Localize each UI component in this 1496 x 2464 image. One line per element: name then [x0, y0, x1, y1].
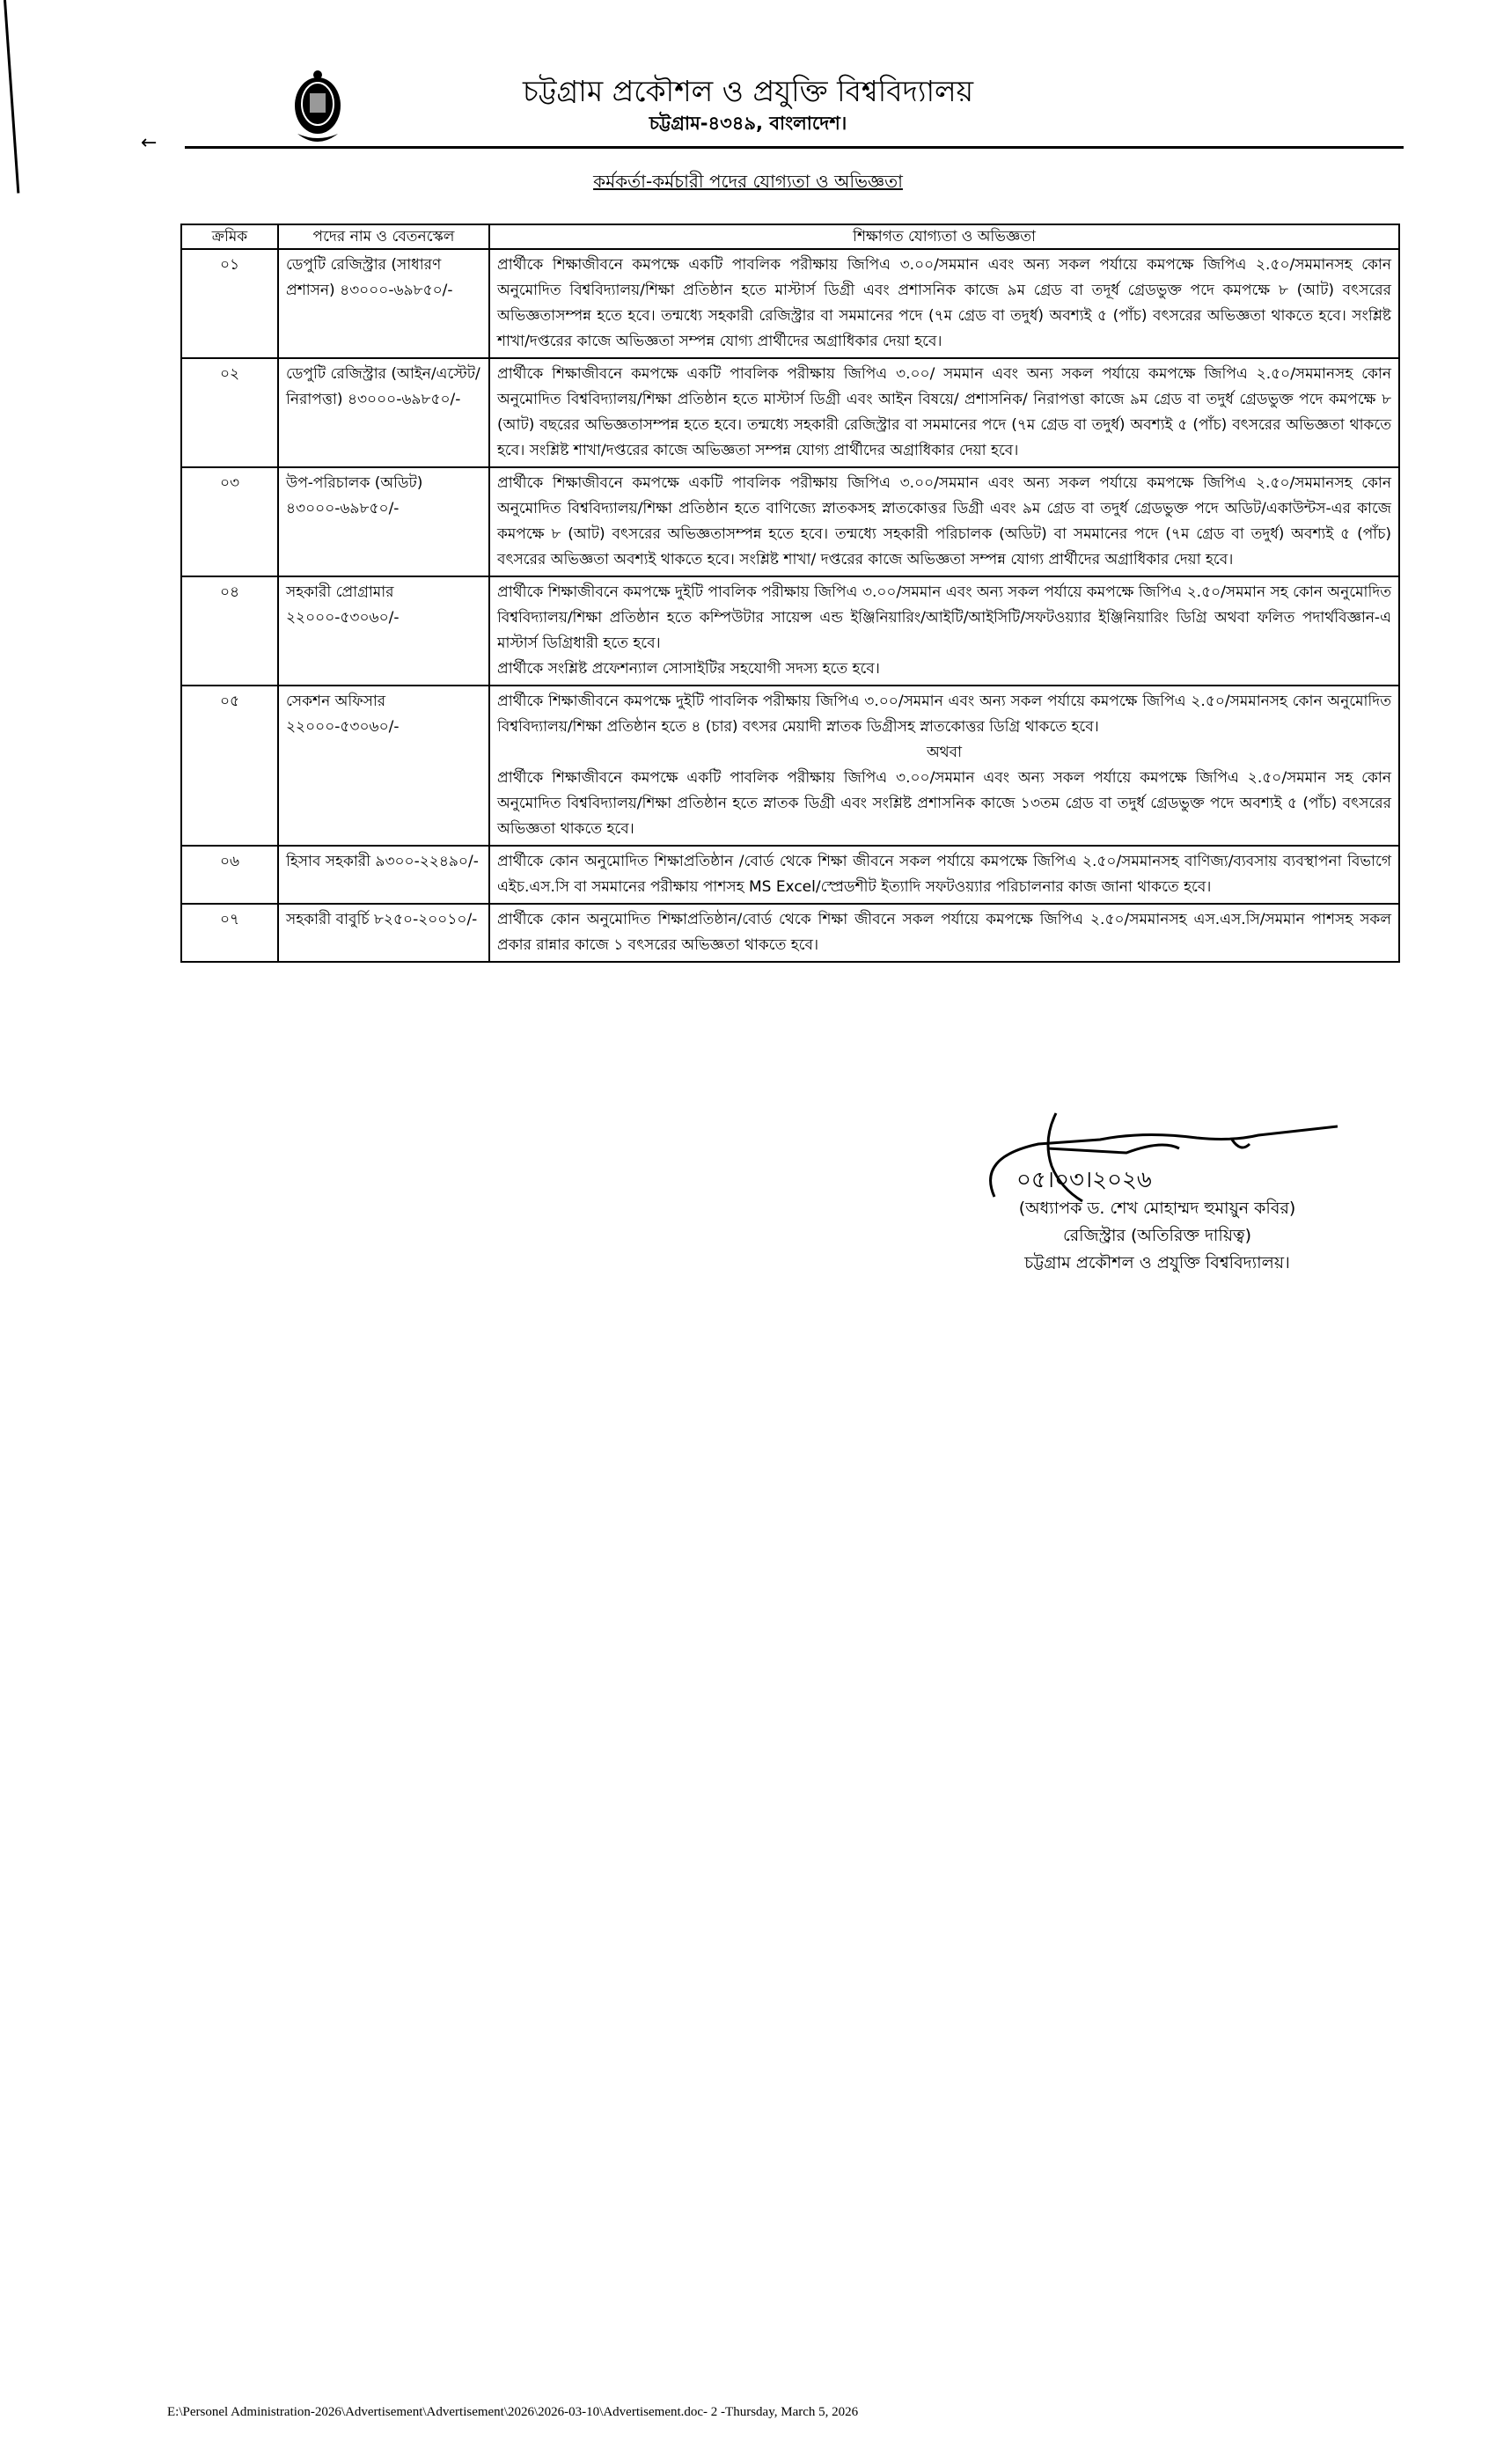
- or-label: অথবা: [926, 744, 963, 761]
- signature-block: [968, 1195, 1346, 1277]
- serial-cell: ০৬: [181, 846, 278, 904]
- document-title: [0, 169, 1496, 198]
- signatory-institution: চট্টগ্রাম প্রকৌশল ও প্রযুক্তি বিশ্ববিদ্যালয়।: [1024, 1253, 1290, 1272]
- qualification-text-2: প্রার্থীকে সংশ্লিষ্ট প্রফেশন্যাল সোসাইটির সহযোগী সদস্য হতে হবে।: [497, 660, 880, 678]
- scan-mark: ←: [141, 132, 158, 154]
- qualification-table: [180, 224, 1400, 963]
- serial-cell: ০৭: [181, 904, 278, 962]
- post-cell: ডেপুটি রেজিস্ট্রার (সাধারণ প্রশাসন) ৪৩০০০-৬৯৮৫০/-: [278, 249, 489, 358]
- table-row: [181, 904, 1399, 962]
- qualification-cell: [489, 576, 1399, 686]
- table-row: [181, 576, 1399, 686]
- table-row: [181, 846, 1399, 904]
- signatory-designation: রেজিস্ট্রার (অতিরিক্ত দায়িত্ব): [1063, 1226, 1251, 1245]
- signatory-name: (অধ্যাপক ড. শেখ মোহাম্মদ হুমায়ুন কবির): [1018, 1199, 1296, 1218]
- post-cell: উপ-পরিচালক (অডিট) ৪৩০০০-৬৯৮৫০/-: [278, 467, 489, 576]
- header-serial: ক্রমিক: [181, 224, 278, 249]
- post-cell: ডেপুটি রেজিস্ট্রার (আইন/এস্টেট/ নিরাপত্তা) ৪৩০০০-৬৯৮৫০/-: [278, 358, 489, 467]
- document-title-text: কর্মকর্তা-কর্মচারী পদের যোগ্যতা ও অভিজ্ঞতা: [593, 171, 903, 192]
- header-post: পদের নাম ও বেতনস্কেল: [278, 224, 489, 249]
- table-row: [181, 358, 1399, 467]
- qualification-text: প্রার্থীকে শিক্ষাজীবনে কমপক্ষে দুইটি পাবলিক পরীক্ষায় জিপিএ ৩.০০/সমমান এবং অন্য সকল পর্যায়ে কমপক্ষে জিপিএ ২.৫০/সমমান সহ কোন অনুমোদিত বিশ্ববিদ্যালয়/শিক্ষা প্রতিষ্ঠান হতে কম্পিউটার সায়েন্স এন্ড ইঞ্জিনিয়ারিং/আইটি/আইসিটি/সফটওয়্যার ইঞ্জিনিয়ারিং ডিগ্রি অথবা ফলিত পদার্থবিজ্ঞান-এ মাস্টার্স ডিগ্রিধারী হতে হবে।: [497, 583, 1391, 652]
- table-row: [181, 249, 1399, 358]
- post-cell: সহকারী বাবুর্চি ৮২৫০-২০০১০/-: [278, 904, 489, 962]
- header-qualification: শিক্ষাগত যোগ্যতা ও অভিজ্ঞতা: [489, 224, 1399, 249]
- university-address: চট্টগ্রাম-৪৩৪৯, বাংলাদেশ।: [649, 113, 847, 134]
- qualification-text-2: প্রার্থীকে শিক্ষাজীবনে কমপক্ষে একটি পাবলিক পরীক্ষায় জিপিএ ৩.০০/সমমান এবং অন্য সকল পর্যায়ে কমপক্ষে জিপিএ ২.৫০/সমমান সহ কোন অনুমোদিত বিশ্ববিদ্যালয়/শিক্ষা প্রতিষ্ঠান হতে স্নাতক ডিগ্রী এবং সংশ্লিষ্ট প্রশাসনিক কাজে ১৩তম গ্রেড বা তদুর্ধ গ্রেডভুক্ত পদে অবশ্যই ৫ (পাঁচ) বৎসরের অভিজ্ঞতা থাকতে হবে।: [497, 769, 1391, 838]
- qualification-cell: প্রার্থীকে শিক্ষাজীবনে কমপক্ষে একটি পাবলিক পরীক্ষায় জিপিএ ৩.০০/ সমমান এবং অন্য সকল পর্যায়ে কমপক্ষে জিপিএ ২.৫০/সমমানসহ কোন অনুমোদিত বিশ্ববিদ্যালয়/শিক্ষা প্রতিষ্ঠান হতে মাস্টার্স ডিগ্রী এবং আইন বিষয়ে/ প্রশাসনিক/ নিরাপত্তা কাজে ৯ম গ্রেড বা তদুর্ধ গ্রেডভুক্ত পদে কমপক্ষে ৮ (আট) বছরের অভিজ্ঞতাসম্পন্ন হতে হবে। তন্মধ্যে সহকারী রেজিস্ট্রার বা সমমানের পদে (৭ম গ্রেড বা তদুর্ধ) অবশ্যই ৫ (পাঁচ) বৎসরের অভিজ্ঞতা থাকতে হবে। সংশ্লিষ্ট শাখা/দপ্তরের কাজে অভিজ্ঞতা সম্পন্ন যোগ্য প্রার্থীদের অগ্রাধিকার দেয়া হবে।: [489, 358, 1399, 467]
- file-path-footer: E:\Personel Administration-2026\Advertisement\Advertisement\2026\2026-03-10\Advertisement.doc- 2 -Thursday, March 5, 2026: [167, 2405, 859, 2419]
- serial-cell: ০৪: [181, 576, 278, 686]
- qualification-text: প্রার্থীকে শিক্ষাজীবনে কমপক্ষে দুইটি পাবলিক পরীক্ষায় জিপিএ ৩.০০/সমমান এবং অন্য সকল পর্যায়ে কমপক্ষে জিপিএ ২.৫০/সমমানসহ কোন অনুমোদিত বিশ্ববিদ্যালয়/শিক্ষা প্রতিষ্ঠান হতে ৪ (চার) বৎসর মেয়াদী স্নাতক ডিগ্রীসহ স্নাতকোত্তর ডিগ্রি থাকতে হবে।: [497, 693, 1391, 736]
- qualification-cell: প্রার্থীকে কোন অনুমোদিত শিক্ষাপ্রতিষ্ঠান/বোর্ড থেকে শিক্ষা জীবনে সকল পর্যায়ে কমপক্ষে জিপিএ ২.৫০/সমমানসহ এস.এস.সি/সমমান পাশসহ সকল প্রকার রান্নার কাজে ১ বৎসরের অভিজ্ঞতা থাকতে হবে।: [489, 904, 1399, 962]
- signature-date: ০৫।০৩।২০২৬: [1016, 1167, 1152, 1193]
- table-header-row: [181, 224, 1399, 249]
- post-cell: হিসাব সহকারী ৯৩০০-২২৪৯০/-: [278, 846, 489, 904]
- qualification-cell: [489, 686, 1399, 846]
- header-divider: [185, 146, 1404, 149]
- qualification-cell: প্রার্থীকে শিক্ষাজীবনে কমপক্ষে একটি পাবলিক পরীক্ষায় জিপিএ ৩.০০/সমমান এবং অন্য সকল পর্যায়ে কমপক্ষে জিপিএ ২.৫০/সমমানসহ কোন অনুমোদিত বিশ্ববিদ্যালয়/শিক্ষা প্রতিষ্ঠান হতে মাস্টার্স ডিগ্রী এবং প্রশাসনিক কাজে ৯ম গ্রেড বা তদূর্ধ গ্রেডভুক্ত পদে কমপক্ষে ৮ (আট) বৎসরের অভিজ্ঞতাসম্পন্ন হতে হবে। তন্মধ্যে সহকারী রেজিস্ট্রার বা সমমানের পদে (৭ম গ্রেড বা তদুর্ধ) অবশ্যই ৫ (পাঁচ) বৎসরের অভিজ্ঞতা থাকতে হবে। সংশ্লিষ্ট শাখা/দপ্তরের কাজে অভিজ্ঞতা সম্পন্ন যোগ্য প্রার্থীদের অগ্রাধিকার দেয়া হবে।: [489, 249, 1399, 358]
- serial-cell: ০৫: [181, 686, 278, 846]
- table-row: [181, 467, 1399, 576]
- serial-cell: ০৩: [181, 467, 278, 576]
- serial-cell: ০২: [181, 358, 278, 467]
- qualification-cell: প্রার্থীকে শিক্ষাজীবনে কমপক্ষে একটি পাবলিক পরীক্ষায় জিপিএ ৩.০০/সমমান এবং অন্য সকল পর্যায়ে কমপক্ষে জিপিএ ২.৫০/সমমানসহ কোন অনুমোদিত বিশ্ববিদ্যালয়/শিক্ষা প্রতিষ্ঠান হতে বাণিজ্যে স্নাতকসহ স্নাতকোত্তর ডিগ্রী এবং ৯ম গ্রেড বা তদুর্ধ গ্রেডভুক্ত পদে অডিট/একাউন্টস-এর কাজে কমপক্ষে ৮ (আট) বৎসরের অভিজ্ঞতাসম্পন্ন হতে হবে। তন্মধ্যে সহকারী পরিচালক (অডিট) বা সমমানের পদে (৭ম গ্রেড বা তদুর্ধ) অবশ্যই ৫ (পাঁচ) বৎসরের অভিজ্ঞতা অবশ্যই থাকতে হবে। সংশ্লিষ্ট শাখা/ দপ্তরের কাজে অভিজ্ঞতা সম্পন্ন যোগ্য প্রার্থীদের অগ্রাধিকার দেয়া হবে।: [489, 467, 1399, 576]
- post-cell: সহকারী প্রোগ্রামার ২২০০০-৫৩০৬০/-: [278, 576, 489, 686]
- post-cell: সেকশন অফিসার ২২০০০-৫৩০৬০/-: [278, 686, 489, 846]
- table-row: [181, 686, 1399, 846]
- university-name: চট্টগ্রাম প্রকৌশল ও প্রযুক্তি বিশ্ববিদ্যালয়: [522, 74, 974, 108]
- qualification-cell: প্রার্থীকে কোন অনুমোদিত শিক্ষাপ্রতিষ্ঠান /বোর্ড থেকে শিক্ষা জীবনে সকল পর্যায়ে কমপক্ষে জিপিএ ২.৫০/সমমানসহ বাণিজ্য/ব্যবসায় ব্যবস্থাপনা বিভাগে এইচ.এস.সি বা সমমানের পরীক্ষায় পাশসহ MS Excel/স্প্রেডশীট ইত্যাদি সফটওয়্যার পরিচালনার কাজ জানা থাকতে হবে।: [489, 846, 1399, 904]
- serial-cell: ০১: [181, 249, 278, 358]
